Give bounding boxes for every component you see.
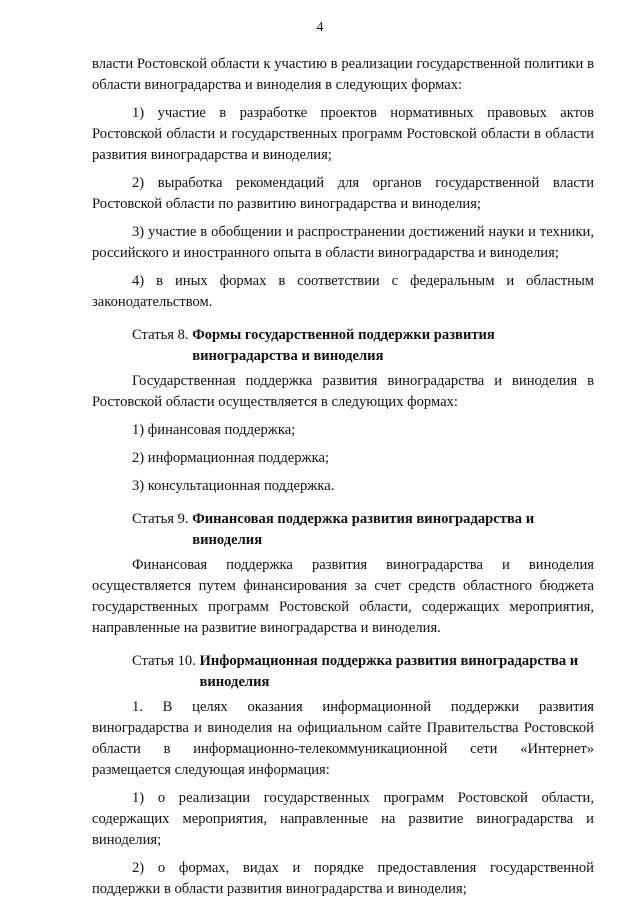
article-label: Статья 9. (132, 511, 193, 527)
article-title: Финансовая поддержка развития виноградарства и виноделия (192, 511, 535, 548)
list-item: 1) финансовая поддержка; (132, 422, 296, 438)
article-9-heading (92, 509, 594, 551)
intro-paragraph: власти Ростовской области к участию в реализации государственной политики в области виноградарства и виноделия в следующих формах: (92, 56, 594, 93)
article-title: Формы государственной поддержки развития виноградарства и виноделия (192, 327, 495, 364)
article-10-text: 1. В целях оказания информационной поддержки развития виноградарства и виноделия на официальном сайте Правительства Ростовской области в информационно-телекоммуникационной сети «Интернет» размещается следующая информация: (92, 699, 594, 778)
article-8-heading (92, 325, 594, 367)
list-item: 1) о реализации государственных программ Ростовской области, содержащих мероприятия, направленные на развитие виноградарства и виноделия; (92, 790, 594, 848)
list-item: 2) выработка рекомендаций для органов государственной власти Ростовской области по развитию виноградарства и виноделия; (92, 175, 594, 212)
list-item: 3) участие в обобщении и распространении достижений науки и техники, российского и иностранного опыта в области виноградарства и виноделия; (92, 224, 594, 261)
article-10-heading (92, 651, 594, 693)
list-item: 2) информационная поддержка; (132, 450, 330, 466)
article-title: Информационная поддержка развития виноградарства и виноделия (199, 653, 579, 690)
article-8-text: Государственная поддержка развития виноградарства и виноделия в Ростовской области осуществляется в следующих формах: (92, 373, 594, 410)
document-body (92, 54, 594, 907)
article-label: Статья 10. (132, 653, 200, 669)
list-item: 2) о формах, видах и порядке предоставления государственной поддержки в области развития виноградарства и виноделия; (92, 860, 594, 897)
article-9-text: Финансовая поддержка развития виноградарства и виноделия осуществляется путем финансирования за счет средств областного бюджета государственных программ Ростовской области, содержащих мероприятия, направленные на развитие виноградарства и виноделия. (92, 557, 594, 636)
article-label: Статья 8. (132, 327, 193, 343)
list-item: 4) в иных формах в соответствии с федеральным и областным законодательством. (92, 273, 594, 310)
list-item: 1) участие в разработке проектов нормативных правовых актов Ростовской области и государственных программ Ростовской области в области развития виноградарства и виноделия; (92, 105, 594, 163)
list-item: 3) консультационная поддержка. (132, 478, 335, 494)
page-number: 4 (316, 20, 324, 35)
